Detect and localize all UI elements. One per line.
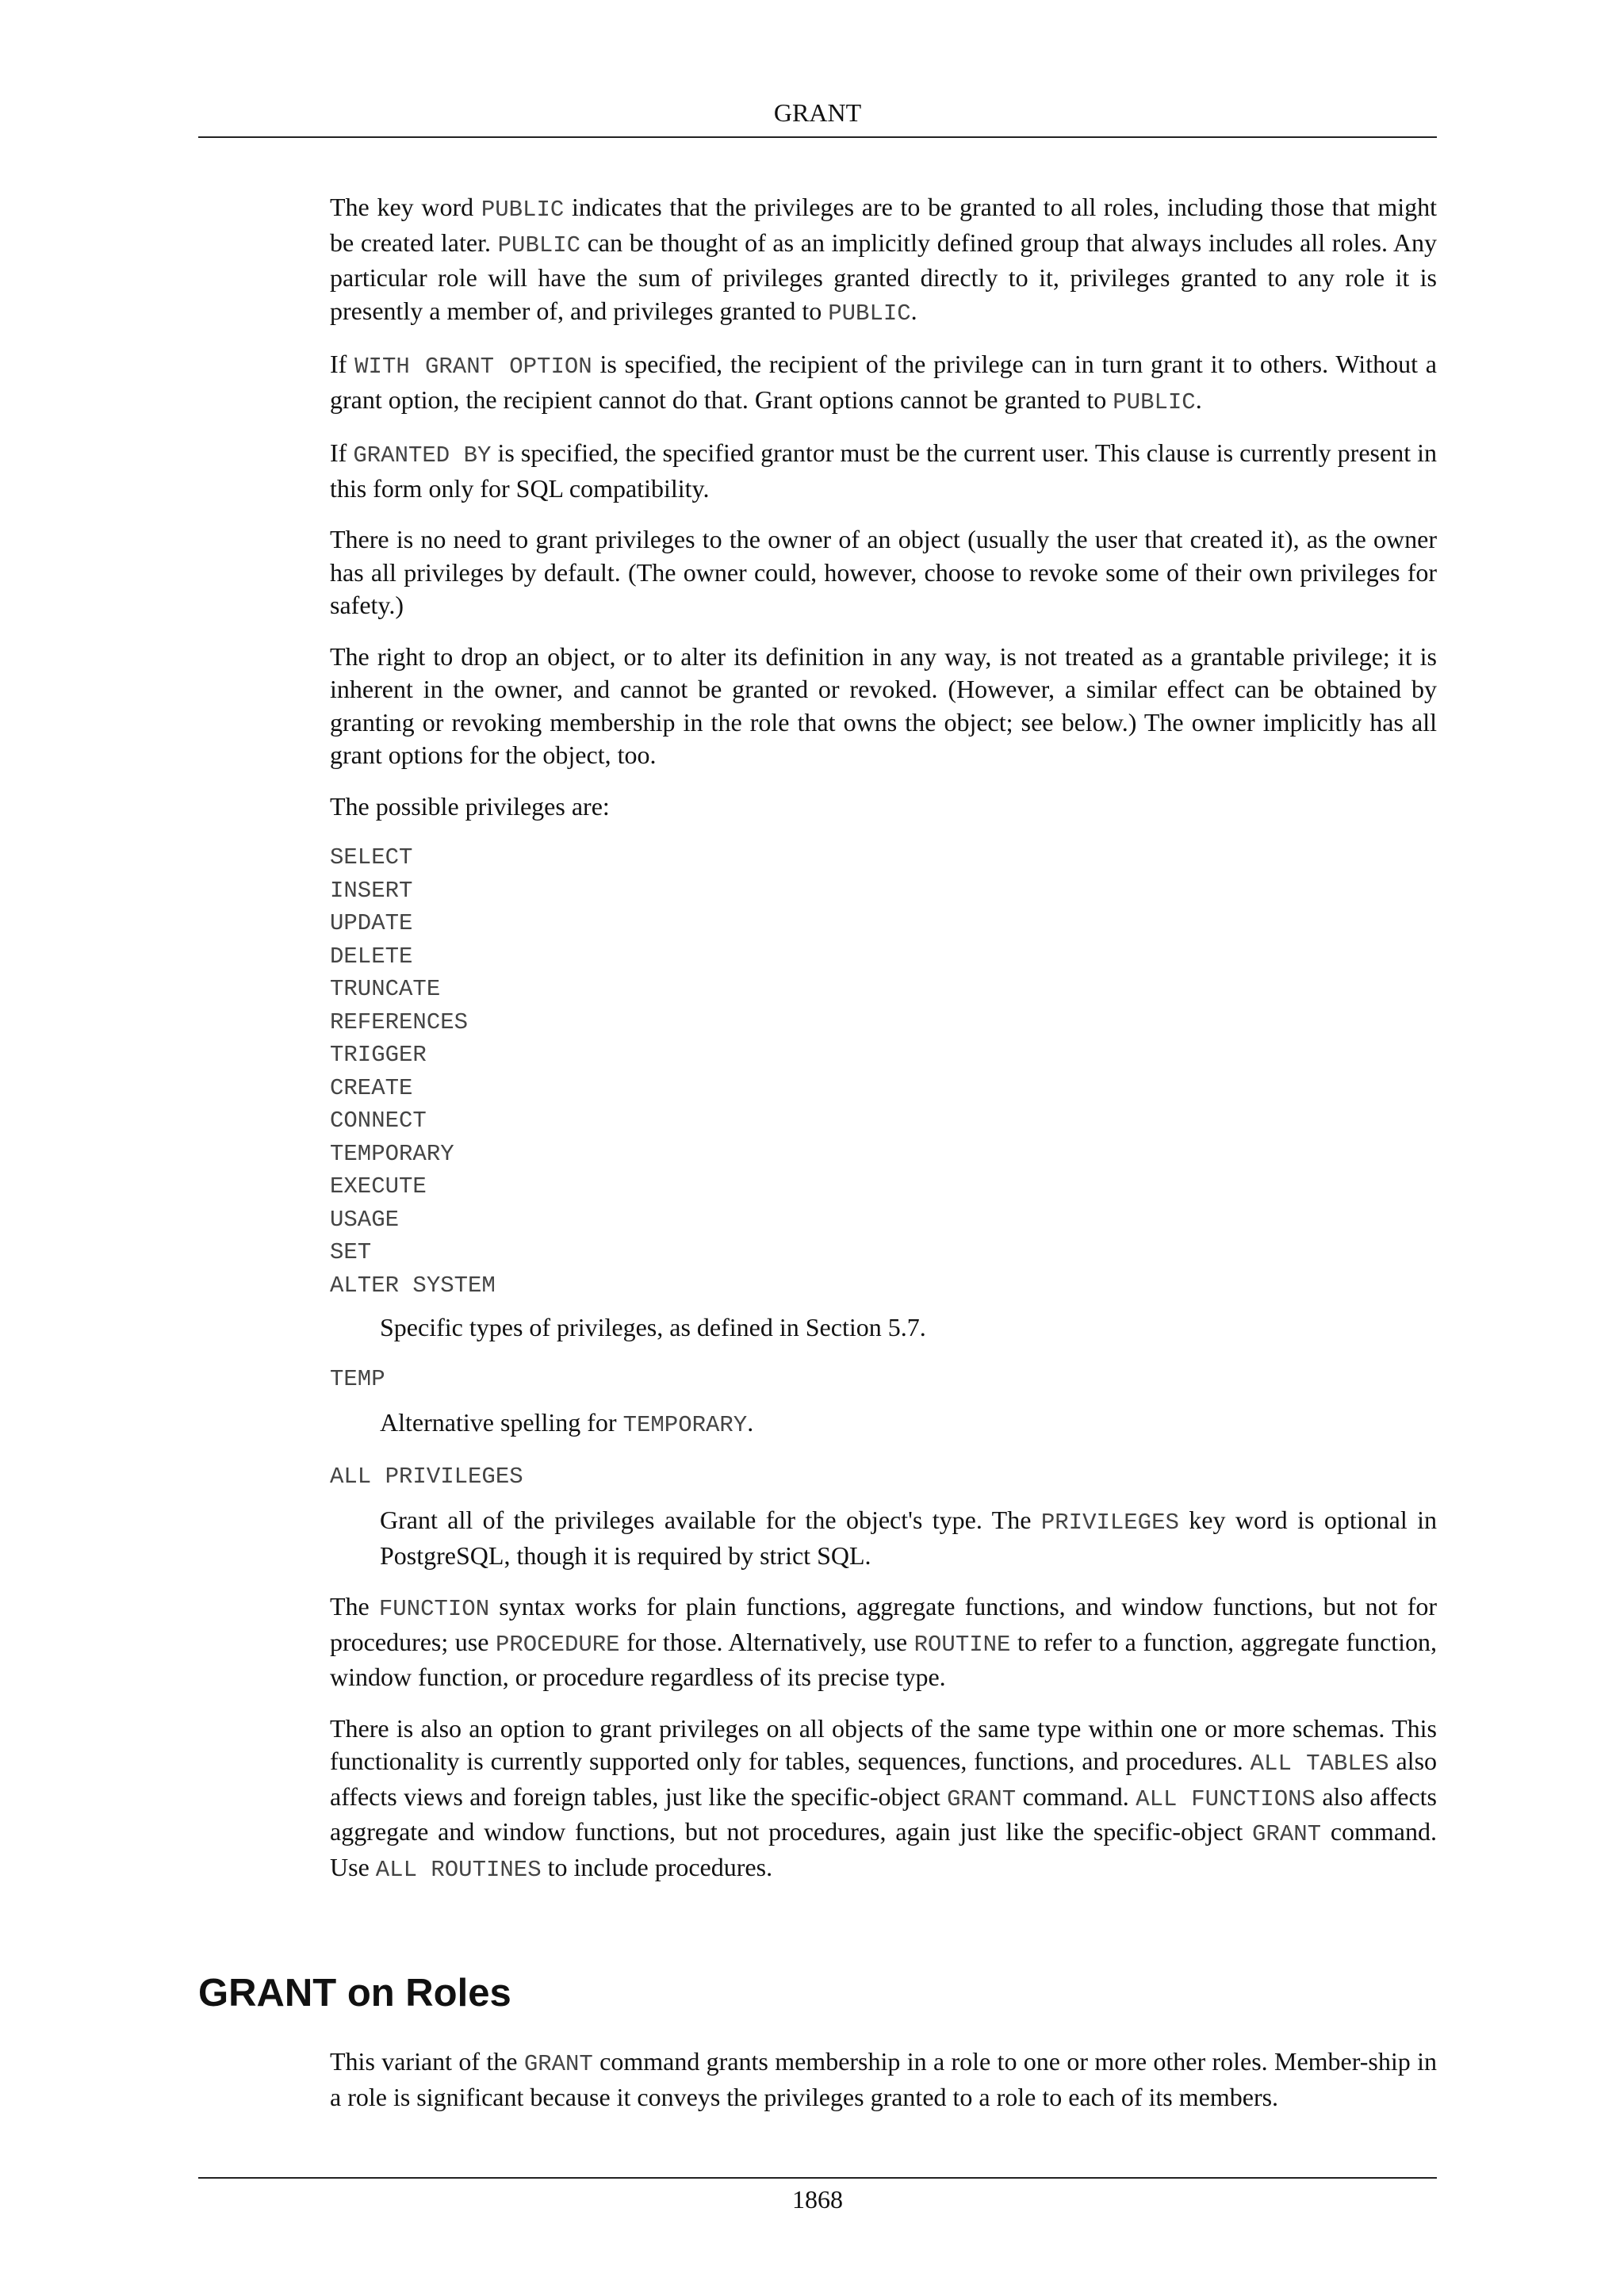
code-all-tables: ALL TABLES [1250,1751,1389,1777]
code-temporary: TEMPORARY [622,1412,748,1438]
privilege-item: UPDATE [330,910,413,936]
code-function: FUNCTION [378,1596,490,1622]
code-with-grant-option: WITH GRANT OPTION [354,354,592,380]
all-privileges-definition: Grant all of the privileges available for the object's type. The PRIVILEGES key word is optional in PostgreSQL, though it is required by strict SQL. [380,1506,1438,1570]
privilege-item: TRIGGER [330,1042,427,1068]
term-temp: TEMP [330,1365,385,1392]
privileges-definition: Specific types of privileges, as defined in Section 5.7. [380,1313,926,1341]
code-procedure: PROCEDURE [495,1631,620,1658]
privilege-item: TEMPORARY [330,1140,454,1167]
paragraph-public: The key word PUBLIC indicates that the privileges are to be granted to all roles, including those that might be created later. PUBLIC can be thought of as an implicitly defined group that always includes all roles. Any particular role will have the sum of privileges granted directly to it, privileges granted to any role it is presently a member of, and privileges granted to PUBLIC. [330,193,1438,327]
code-grant: GRANT [1252,1821,1322,1847]
section-content [330,2045,1437,2132]
paragraph-with-grant-option: If WITH GRANT OPTION is specified, the recipient of the privilege can in turn grant it to others. Without a grant option, the recipient cannot do that. Grant options cannot be granted to PUBLIC. [330,350,1438,415]
paragraph-owner: There is no need to grant privileges to the owner of an object (usually the user that created it), as the owner has all privileges by default. (The owner could, however, choose to revoke some of their own privileges for safety.) [330,525,1437,619]
privilege-item: USAGE [330,1206,400,1233]
privilege-item: INSERT [330,877,413,904]
privilege-item: SET [330,1239,372,1265]
main-content [330,191,1437,1904]
privilege-list [330,841,1437,1302]
running-header: GRANT [773,98,862,127]
privilege-item: EXECUTE [330,1173,427,1200]
privilege-item: REFERENCES [330,1008,469,1035]
code-grant: GRANT [947,1785,1017,1812]
code-public: PUBLIC [828,300,911,327]
code-all-routines: ALL ROUTINES [375,1856,542,1883]
privilege-item: ALTER SYSTEM [330,1272,496,1299]
term-all-privileges: ALL PRIVILEGES [330,1463,523,1490]
code-granted-by: GRANTED BY [353,442,492,469]
privilege-item: DELETE [330,943,413,970]
privilege-item: CONNECT [330,1108,427,1134]
code-public: PUBLIC [481,197,565,223]
paragraph-function-syntax: The FUNCTION syntax works for plain functions, aggregate functions, and window functions, but not for procedures; use PROCEDURE for those. Alternatively, use ROUTINE to refer to a function, aggregate function, window function, or procedure regardless of its precise type. [330,1592,1438,1691]
paragraph-all-in-schema: There is also an option to grant privileges on all objects of the same type within one or more schemas. This functionality is currently supported only for tables, sequences, functions, and procedures. ALL TABLES also affects views and foreign tables, just like the specific-object GRANT command. ALL FUNCTIONS also affects aggregate and window functions, but not procedures, again just like the specific-object GRANT command. Use ALL ROUTINES to include procedures. [330,1713,1438,1883]
footer-rule [198,2177,1437,2179]
privilege-item: TRUNCATE [330,976,441,1002]
paragraph-grant-on-roles: This variant of the GRANT command grants membership in a role to one or more other roles. Member-ship in a role is significant because it conveys the privileges granted to a role to each of its members. [330,2047,1438,2111]
paragraph-drop-object: The right to drop an object, or to alter its definition in any way, is not treated as a grantable privilege; it is inherent in the owner, and cannot be granted or revoked. (However, a similar effect can be obtained by granting or revoking membership in the role that owns the object; see below.) The owner implicitly has all grant options for the object, too. [330,641,1437,769]
code-routine: ROUTINE [914,1631,1011,1658]
code-grant: GRANT [523,2051,593,2077]
page-number: 1868 [792,2185,843,2214]
code-privileges: PRIVILEGES [1040,1510,1179,1536]
code-public: PUBLIC [1113,388,1196,415]
paragraph-possible-privileges: The possible privileges are: [330,791,610,821]
code-all-functions: ALL FUNCTIONS [1136,1785,1316,1812]
privilege-item: CREATE [330,1074,413,1101]
code-public: PUBLIC [497,232,581,258]
paragraph-granted-by: If GRANTED BY is specified, the specified grantor must be the current user. This clause is currently present in this form only for SQL compatibility. [330,438,1438,503]
header-rule [198,136,1437,138]
privilege-item: SELECT [330,844,413,871]
temp-definition: Alternative spelling for TEMPORARY. [380,1408,754,1438]
section-heading: GRANT on Roles [198,1972,511,2015]
